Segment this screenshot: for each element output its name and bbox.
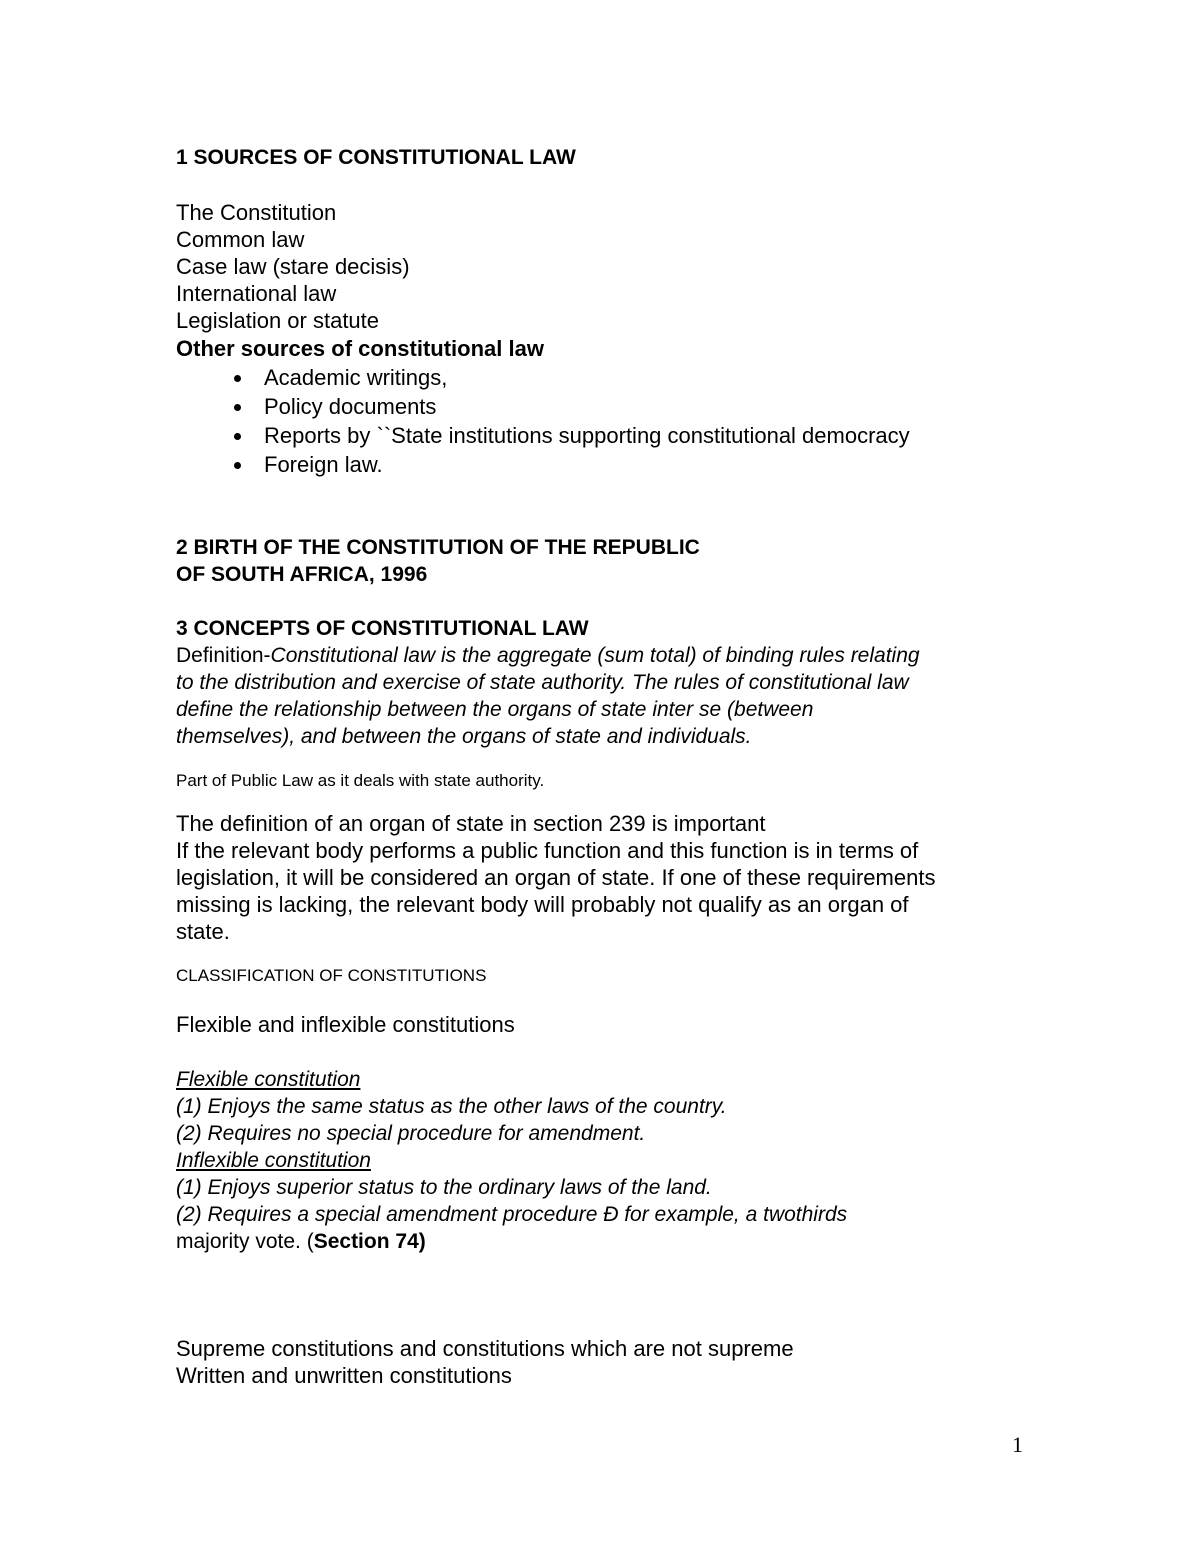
- organ-of-state-line: The definition of an organ of state in section 239 is important: [176, 811, 766, 836]
- inflexible-title: Inflexible constitution: [176, 1149, 371, 1172]
- source-item: Case law (stare decisis): [176, 254, 410, 279]
- flexible-point: (2) Requires no special procedure for amendment.: [176, 1122, 646, 1145]
- definition-line: [176, 642, 1056, 669]
- public-law-note: Part of Public Law as it deals with state authority.: [176, 771, 545, 790]
- inflexible-point: (2) Requires a special amendment procedure Ð for example, a twothirds: [176, 1203, 848, 1226]
- source-item: International law: [176, 281, 337, 306]
- bullet-icon: [234, 404, 241, 411]
- definition-text: Constitutional law is the aggregate (sum total) of binding rules relating: [270, 644, 920, 667]
- list-item-text: Reports by ``State institutions supporting constitutional democracy: [264, 423, 910, 448]
- source-item: Legislation or statute: [176, 308, 380, 333]
- organ-of-state-line: If the relevant body performs a public function and this function is in terms of: [176, 838, 919, 863]
- bullet-icon: [234, 462, 241, 469]
- list-item: [264, 392, 1056, 421]
- inflexible-point: (1) Enjoys superior status to the ordinary laws of the land.: [176, 1176, 712, 1199]
- majority-vote-text: majority vote. (: [176, 1230, 314, 1253]
- classification-heading: CLASSIFICATION OF CONSTITUTIONS: [176, 966, 487, 985]
- section-2-heading-cont: OF SOUTH AFRICA, 1996: [176, 563, 428, 586]
- flexible-title: Flexible constitution: [176, 1068, 361, 1091]
- majority-vote-line: [176, 1228, 1056, 1255]
- list-item: [264, 363, 1056, 392]
- written-constitutions-line: Written and unwritten constitutions: [176, 1363, 512, 1388]
- section-2-heading: 2 BIRTH OF THE CONSTITUTION OF THE REPUBLIC: [176, 536, 700, 559]
- supreme-constitutions-line: Supreme constitutions and constitutions which are not supreme: [176, 1336, 794, 1361]
- document-page: [176, 140, 1056, 1389]
- organ-of-state-line: state.: [176, 919, 230, 944]
- flexible-point: (1) Enjoys the same status as the other laws of the country.: [176, 1095, 727, 1118]
- list-item: [264, 421, 1056, 450]
- definition-line: themselves), and between the organs of state and individuals.: [176, 725, 752, 748]
- section-1-heading: 1 SOURCES OF CONSTITUTIONAL LAW: [176, 146, 576, 169]
- list-item-text: Foreign law.: [264, 452, 383, 477]
- page-number: 1: [1012, 1432, 1023, 1457]
- source-item: The Constitution: [176, 200, 337, 225]
- definition-line: to the distribution and exercise of state authority. The rules of constitutional law: [176, 671, 909, 694]
- section-3-heading: 3 CONCEPTS OF CONSTITUTIONAL LAW: [176, 617, 589, 640]
- list-item-text: Academic writings,: [264, 365, 448, 390]
- definition-label: Definition-: [176, 644, 271, 667]
- source-item: Common law: [176, 227, 305, 252]
- bullet-icon: [234, 375, 241, 382]
- bullet-icon: [234, 433, 241, 440]
- flex-inflex-heading: Flexible and inflexible constitutions: [176, 1012, 515, 1037]
- other-sources-heading: Other sources of constitutional law: [176, 336, 544, 361]
- organ-of-state-line: missing is lacking, the relevant body will probably not qualify as an organ of: [176, 892, 909, 917]
- organ-of-state-line: legislation, it will be considered an organ of state. If one of these requirements: [176, 865, 936, 890]
- definition-line: define the relationship between the organs of state inter se (between: [176, 698, 814, 721]
- section-74-ref: Section 74): [313, 1230, 426, 1253]
- list-item-text: Policy documents: [264, 394, 437, 419]
- other-sources-list: [176, 363, 1056, 479]
- list-item: [264, 450, 1056, 479]
